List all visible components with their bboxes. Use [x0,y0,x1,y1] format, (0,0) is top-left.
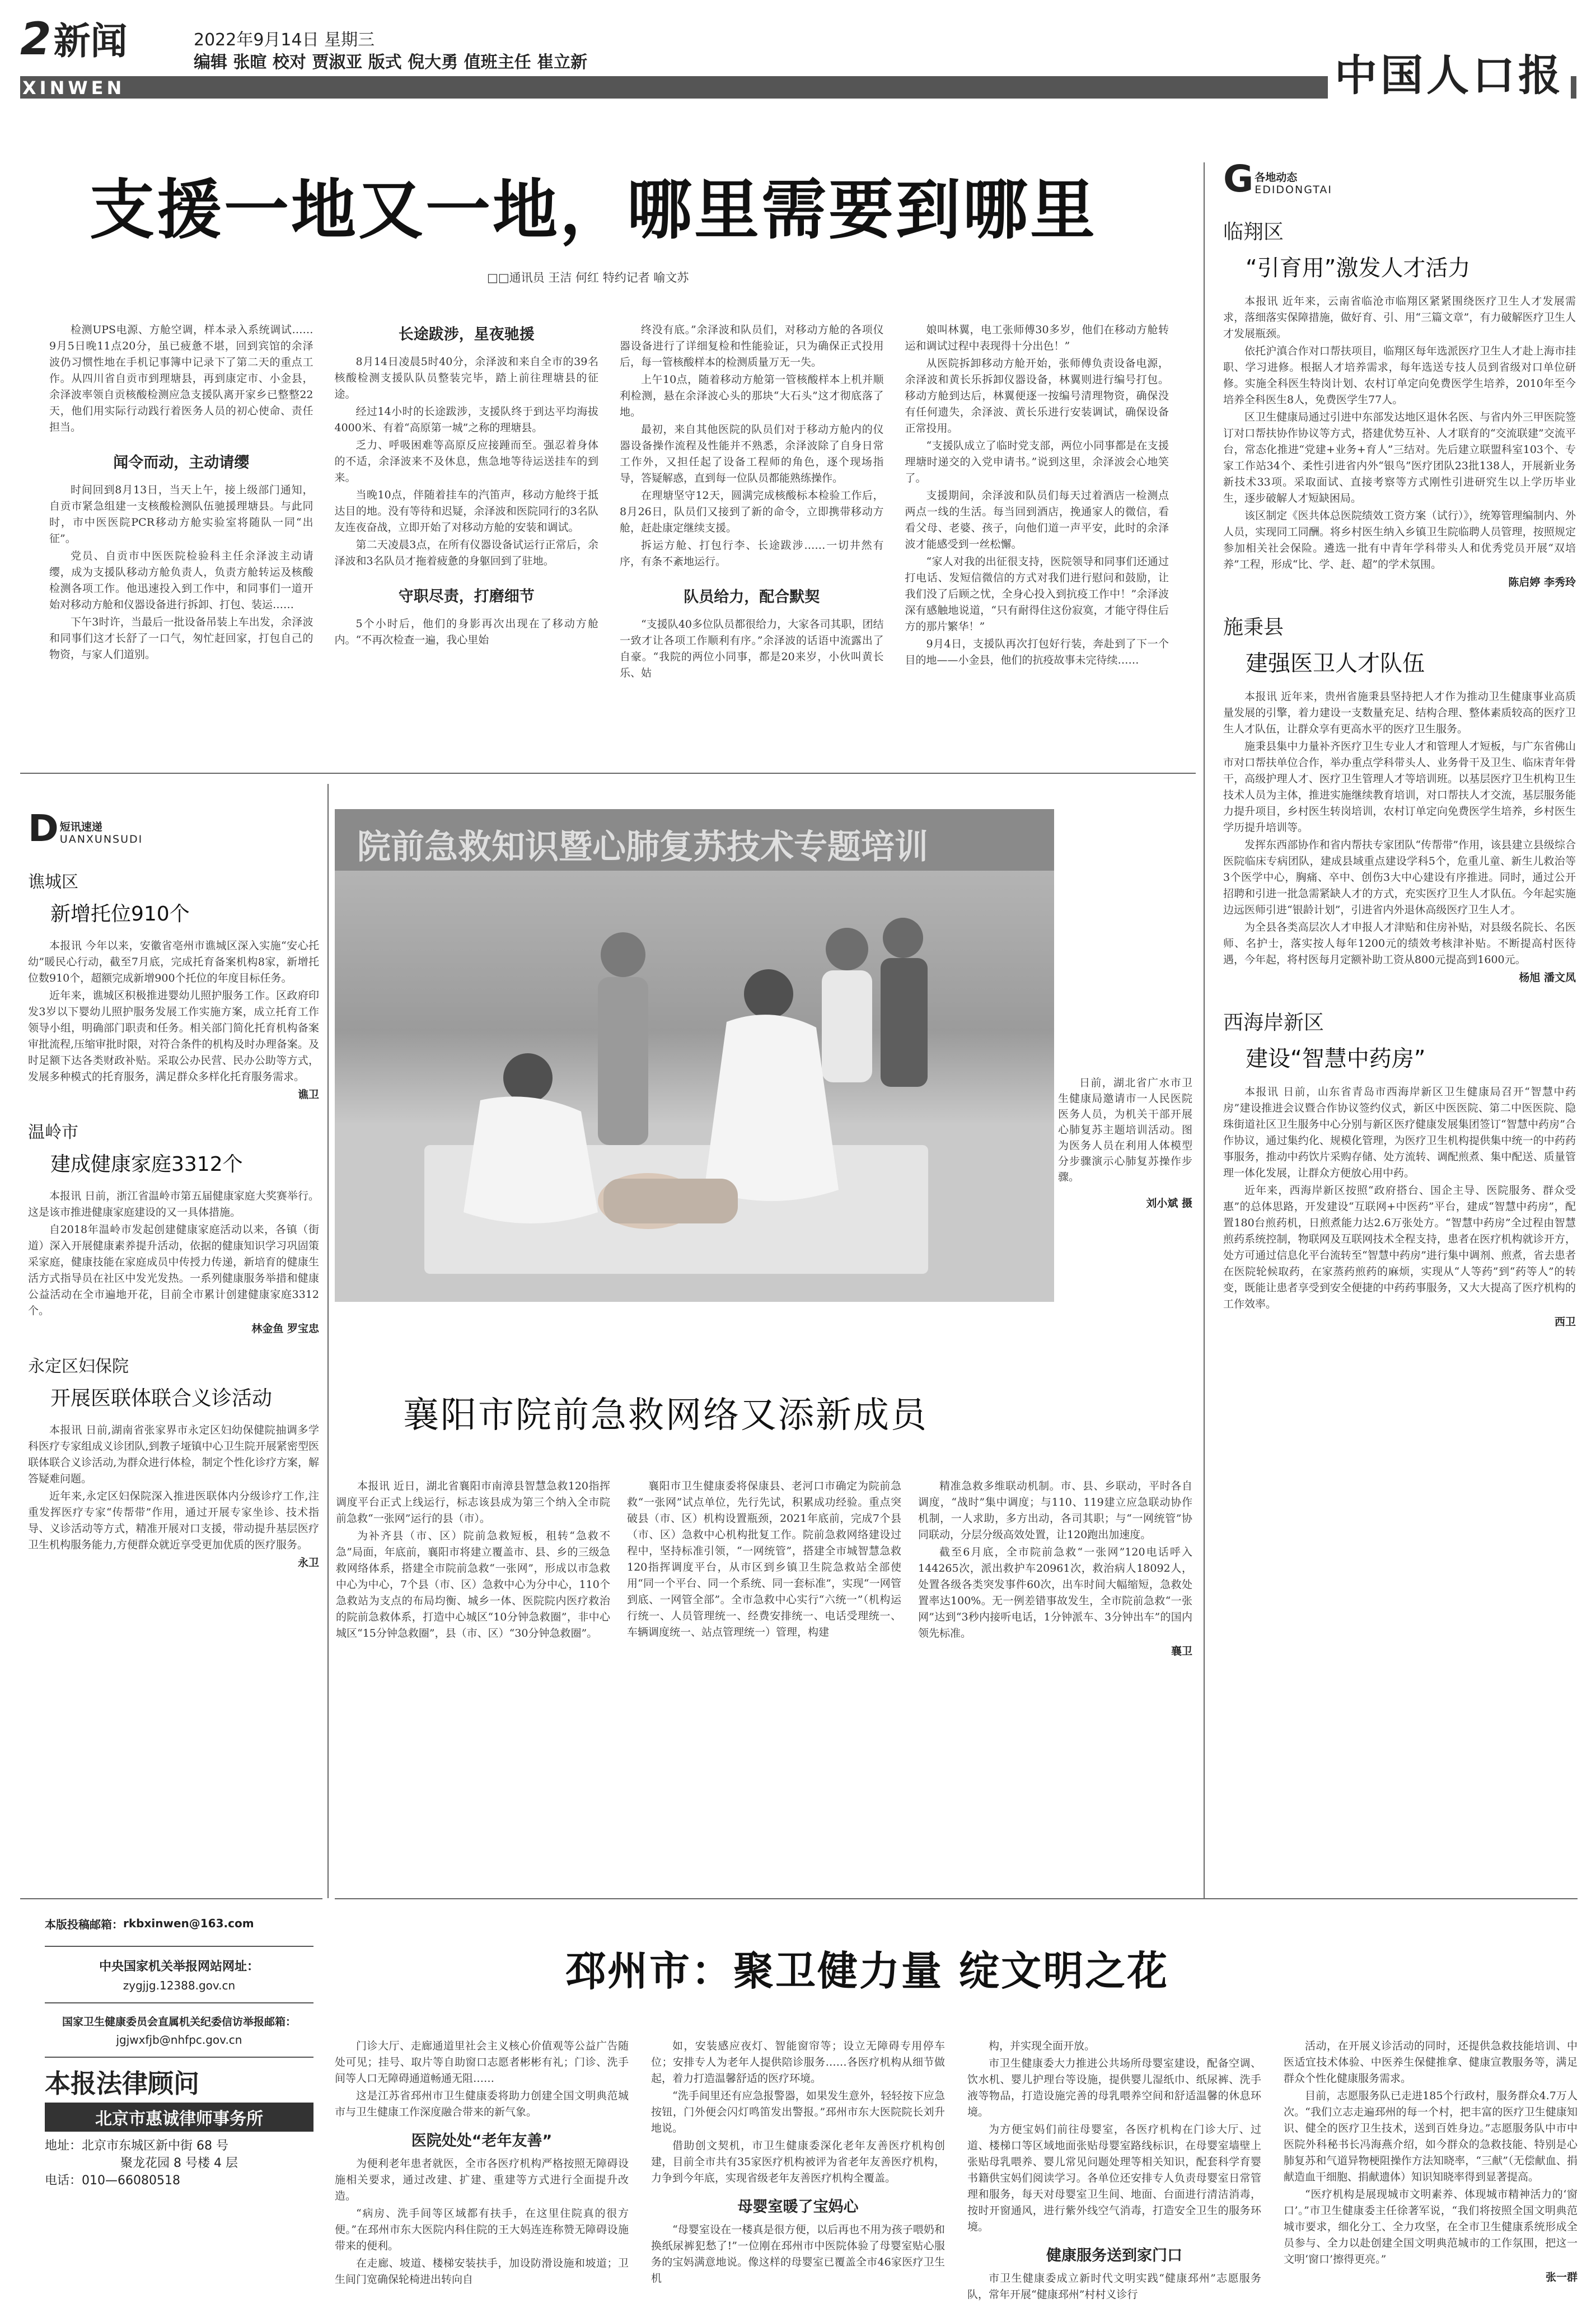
lead-col-2: 长途跋涉，星夜驰援 8月14日凌晨5时40分，余泽波和来自全市的39名核酸检测支援队队员整装完毕，踏上前往理塘县的征途。 经过14小时的长途跋涉，支援队终于到达平均海拔4000米、有着“高原第一城”之称的理塘县。 乏力、呼吸困难等高原反应接踵而至。强忍着身体的不适，余泽波来不及休息，焦急地等待运送挂车的到来。 当晚10点，伴随着挂车的汽笛声，移动方舱终于抵达目的地。没有等待和迟疑，余泽波和医院同行的3名队友连夜奋战，立即开始了对移动方舱的安装和调试。 第二天凌晨3点，在所有仪器设备试运行正常后，余泽波和3名队员才拖着疲惫的身躯回到了驻地。 守职尽责，打磨细节 5个小时后，他们的身影再次出现在了移动方舱内。“不再次检查一遍，我心里始 [334,326,598,646]
page-number: 2 [20,13,52,65]
pizhou-col-3: 构，并实现全面开放。 市卫生健康委大力推进公共场所母婴室建设，配备空调、饮水机、婴儿护理台等设施，提供婴儿湿纸巾、纸尿裤、洗手液等物品，打造设施完善的母乳喂养空间和舒适温馨的休息环境。 为方便宝妈们前往母婴室，各医疗机构在门诊大厅、过道、楼梯口等区域地面张贴母婴室路线标识，在母婴室墙壁上张贴母乳喂养、婴儿常见问题处理等相关知识，配套科学育婴书籍供宝妈们阅读学习。各单位还安排专人负责母婴室日常管理和服务，每天对母婴室卫生间、地面、台面进行清洁消毒，按时开窗通风，进行紫外线空气消毒，打造安全卫生的服务环境。 健康服务送到家门口 市卫生健康委成立新时代文明实践“健康邳州”志愿服务队，常年开展“健康邳州”村村义诊行 [967,2040,1261,2301]
lead-body [49,322,1169,742]
section-en: XINWEN [22,77,125,99]
lead-byline: □□通讯员 王洁 何红 特约记者 喻文苏 [487,271,689,284]
report2-title: 国家卫生健康委员会直属机关纪委信访举报邮箱： [62,2016,296,2028]
brief-item-3: 永定区妇保院 开展医联体联合义诊活动 本报讯 日前,湖南省张家界市永定区妇幼保健院抽调多学科医疗专家组成义诊团队,到教子垭镇中心卫生院开展紧密型医联体联合义诊活动,为群众进行体检，制定个性化诊疗方案，解答疑难问题。 近年来,永定区妇保院深入推进医联体内分级诊疗工作,注重发挥医疗专家“传帮带”作用，通过开展专家坐诊、技术指导、义诊活动等方式，精准开展对口支援，带动提升基层医疗卫生机构服务能力,方便群众就近享受更加优质的医疗服务。 永卫 [28,1357,319,1569]
regional-item-3: 西海岸新区 建设“智慧中药房” 本报讯 日前，山东省青岛市西海岸新区卫生健康局召开“智慧中药房”建设推进会议暨合作协议签约仪式，新区中医医院、第二中医医院、隐珠街道社区卫生服务中心分别与新区医疗健康发展集团签订“智慧中药房”合作协议，通过集约化、规模化管理，为医疗卫生机构提供集中统一的中药药事服务，推动中药饮片采购存储、处方流转、调配煎煮、集中配送、质量管理一体化发展，让群众方便放心用中药。 近年来，西海岸新区按照“政府搭台、国企主导、医院服务、群众受惠”的总体思路，开发建设“互联网+中医药”平台，建成“智慧中药房”，配置180台煎药机，日煎煮能力达2.6万张处方。“智慧中药房”全过程由智慧煎药系统控制，物联网及互联网技术全程支持，患者在医疗机构就诊开方，处方可通过信息化平台流转至“智慧中药房”进行集中调剂、煎煮，省去患者在医院轮候取药，在家蒸药煎药的麻烦，实现从“人等药”到“药等人”的转变，既能让患者享受到安全便捷的中药药事服务，又大大提高了医疗机构的工作效率。 西卫 [1223,1011,1576,1328]
photo-banner-text: 院前急救知识暨心肺复苏技术专题培训 [357,828,928,867]
divider-vertical-right [1204,162,1205,1898]
paper-name: 中国人口报 [1328,41,1571,102]
legal-phone: 电话：010—66080518 [45,2174,180,2188]
briefs-column [28,807,319,1876]
legal-address-1: 地址：北京市东城区新中街 68 号 [45,2139,228,2153]
photo-credit: 刘小斌 摄 [1146,1197,1192,1209]
photo-caption-box [1058,1075,1192,1214]
photo-caption: 日前，湖北省广水市卫生健康局邀请市一人民医院医务人员，为机关干部开展心肺复苏主题培训活动。图为医务人员在利用人体模型分步骤演示心肺复苏操作步骤。 [1058,1077,1192,1183]
briefs-tag: D 短讯速递 UANXUNSUDI [28,807,143,850]
photo-scene [335,809,1054,1302]
xiangyang-col-1: 本报讯 近日，湖北省襄阳市南漳县智慧急救120指挥调度平台正式上线运行，标志该县成为第三个纳入全市院前急救“一张网”运行的县（市）。 为补齐县（市、区）院前急救短板，租转“急救不急”局面，年底前，襄阳市将建立覆盖市、县、乡的三级急救网络体系，搭建全市院前急救“一张网”，形成以市急救中心为中心，7个县（市、区）急救中心为分中心，110个急救站为支点的布局均衡、城乡一体、医院院内医疗救治的院前急救体系，打造中心城区“10分钟急救圈”，非中心城区“15分钟急救圈”，县（市、区）“30分钟急救圈”。 [336,1480,610,1639]
regional-item-1: 临翔区 “引育用”激发人才活力 本报讯 近年来，云南省临沧市临翔区紧紧围绕医疗卫生人才发展需求，落细落实保障措施，做好育、引、用“三篇文章”，有力破解医疗卫生人才发展瓶颈。 依托沪滇合作对口帮扶项目，临翔区每年选派医疗卫生人才赴上海市挂职、学习进修。根据人才培养需求，每年选送专技人员到省级对口单位研修。实施全科医生特岗计划、农村订单定向免费医学生培养，2010年至今培养全科医生8人，免费医学生77人。 区卫生健康局通过引进中东部发达地区退休名医、与省内外三甲医院签订对口帮扶协作协议等方式，搭建优势互补、人才联育的“交流联建”交流平台，常态化推进“党建+业务+育人”三结对。先后建立联盟科室103个、专家工作站34个、柔性引进省内外“银鸟”医疗团队23批138人，开展新业务新技术33项。采取面试、直接考察等方式刚性引进研究生以上学历毕业生，逐步破解人才短缺困局。 该区制定《医共体总医院绩效工资方案（试行）》，统筹管理编制内、外人员，实现同工同酬。将乡村医生纳入乡镇卫生院临聘人员管理，按照规定参加相关社会保险。遴选一批有中青年学科带头人和优秀党员开展“双培养”工程，形成“比、学、赶、超”的学术氛围。 陈启婷 李秀玲 [1223,221,1576,588]
lead-col-4: 娘叫林翼，电工张师傅30多岁，他们在移动方舱转运和调试过程中表现得十分出色！” 从医院拆卸移动方舱开始，张师傅负责设备电源，余泽波和黄长乐拆卸仪器设备，林翼则进行编号打包。移动方舱到达后，林翼便逐一按编号清理物资，确保没有任何遗失，余泽波、黄长乐进行安装调试，确保设备正常投用。 “支援队成立了临时党支部，两位小同事都是在支援理塘时递交的入党申请书。”说到这里，余泽波会心地笑了。 支援期间，余泽波和队员们每天过着酒店一检测点两点一线的生活。每当回到酒店，挽通家人的微信，看看父母、老婆、孩子，向他们道一声平安，此时的余泽波才能感受到一丝松懈。 “家人对我的出征很支持，医院领导和同事们还通过打电话、发短信微信的方式对我们进行慰问和鼓励，让我们没了后顾之忧，全身心投入到抗疫工作中！”余泽波深有感触地说道，“只有耐得住这份寂寞，才能守得住后方的那片繁华！” 9月4日，支援队再次打包好行装，奔赴到了下一个目的地——小金县，他们的抗疫故事未完待续…… [905,324,1169,666]
xiangyang-col-3: 精准急救多维联动机制。市、县、乡联动，平时各自调度，“战时”集中调度；与110、119建立应急联动协作机制，一人求助，多方出动，各司其职；与“一网统管”协同联动，分层分级高效处置，让120跑出加速度。 截至6月底，全市院前急救“一张网”120电话呼入144265次，派出救护车20961次，救治病人18092人，处置各级各类突发事件60次，出车时间大幅缩短，急救处置率达100%。无一例差错事故发生，全市院前急救“一张网”达到“3秒内接听电话，1分钟派车、3分钟出车”的国内领先标准。 襄卫 [918,1480,1192,1657]
masthead [20,13,1576,106]
date-line: 2022年9月14日 星期三 [194,30,375,50]
regional-item-2: 施秉县 建强医卫人才队伍 本报讯 近年来，贵州省施秉县坚持把人才作为推动卫生健康事业高质量发展的引擎，着力建设一支数量充足、结构合理、整体素质较高的医疗卫生人才队伍，让群众享有更高水平的医疗卫生服务。 施秉县集中力量补齐医疗卫生专业人才和管理人才短板，与广东省佛山市对口帮扶单位合作，举办重点学科带头人、业务骨干及卫生、临床青年骨干，高级护理人才、医疗卫生管理人才等培训班。以基层医疗卫生机构卫生技术人员为主体，推进实施继续教育培训，对口帮扶人才交流，基层服务能力提升项目，乡村医生转岗培训，农村订单定向免费医学生培养，乡村医生学历提升培训等。 发挥东西部协作和省内帮扶专家团队“传帮带”作用，该县建立县级综合医院临床专病团队，建成县域重点建设学科5个，危重儿童、新生儿救治等3个医学中心，胸痛、卒中、创伤3大中心建设有序推进。同时，通过公开招聘和引进一批急需紧缺人才的方式，充实医疗卫生人才队伍。今年起实施边远医师引进“银龄计划”，引进省内外退休高级医疗卫生人才。 为全县各类高层次人才申报人才津贴和住房补贴，对县级名院长、名医师、名护士，落实按人每年1200元的绩效考核津补贴。不断提高村医待遇，今年起，将村医每月定额补助工资从800元提高到1600元。 杨旭 潘文凤 [1223,616,1576,984]
email-address[interactable]: rkbxinwen@163.com [123,1917,254,1930]
report2-email[interactable]: jgjwxfjb@nhfpc.gov.cn [116,2033,242,2047]
brief-item-1: 谯城区 新增托位910个 本报讯 今年以来，安徽省亳州市谯城区深入实施“安心托幼”暖民心行动，截至7月底，完成托育备案机构8家，新增托位数910个，超额完成新增900个托位的年度目标任务。 近年来，谯城区积极推进婴幼儿照护服务工作。区政府印发3岁以下婴幼儿照护服务发展工作实施方案，成立托育工作领导小组，明确部门职责和任务。相关部门简化托育机构备案审批流程,压缩审批时限，对符合条件的机构及时办理备案。及时足额下达各类财政补贴。采取公办民营、民办公助等方式，发展多种模式的托育服务，满足群众多样化托育服务需求。 谯卫 [28,872,319,1101]
pizhou-col-4: 活动，在开展义诊活动的同时，还提供急救技能培训、中医适宜技术体验、中医养生保健推拿、健康宣教服务等，满足群众个性化健康服务需求。 目前，志愿服务队已走进185个行政村，服务群众4.7万人次。“我们立志走遍邳州的每一个村，把丰富的医疗卫生健康知识、健全的医疗卫生技术，送到百姓身边。”志愿服务队中市中医院外科秘书长冯海燕介绍，如今群众的急救技能、特别是心肺复苏和气道异物梗阻操作方法知晓率，“三献”（无偿献血、捐献造血干细胞、捐献遗体）知识知晓率得到显著提高。 “医疗机构是展现城市文明素养、体现城市精神活力的‘窗口’。”市卫生健康委主任徐著军说，“我们将按照全国文明典范城市要求，细化分工、全力攻坚，在全市卫生健康系统形成全员参与、全力以赴创建全国文明典范城市的工作氛围，把这一文明‘窗口’擦得更亮。” 张一群 [1284,2040,1578,2283]
lead-col-3: 终没有底。”余泽波和队员们，对移动方舱的各项仪器设备进行了详细复检和性能验证，只为确保正式投用后，每一管核酸样本的检测质量万无一失。 上午10点，随着移动方舱第一管核酸样本上机并顺利检测，悬在余泽波心头的那块“大石头”这才彻底落了地。 最初，来自其他医院的队员们对于移动方舱内的仪器设备操作流程及性能并不熟悉，余泽波除了自身日常工作外，又担任起了设备工程师的角色，逐个现场指导，答疑解惑，直到每一位队员都能熟练操作。 在理塘坚守12天，圆满完成核酸标本检验工作后，8月26日，队员们又接到了新的命令，立即携带移动方舱，赶赴康定继续支援。 拆运方舱、打包行李、长途跋涉……一切井然有序，有条不紊地运行。 队员给力，配合默契 “支援队40多位队员都很给力，大家各司其职，团结一致才让各项工作顺利有序。”余泽波的话语中流露出了自豪。“我院的两位小同事，都是20来岁，小伙叫黄长乐、姑 [620,324,884,679]
pizhou-headline: 邳州市：聚卫健力量 绽文明之花 [565,1947,1169,1994]
lead-headline: 支援一地又一地，哪里需要到哪里 [90,172,1097,248]
xiangyang-headline: 襄阳市院前急救网络又添新成员 [403,1395,928,1436]
legal-box [45,2057,313,2188]
section-name: 新闻 [53,20,128,63]
email-label: 本版投稿邮箱： [45,1917,123,1931]
pizhou-body [335,2038,1578,2301]
report1-url[interactable]: zygjjg.12388.gov.cn [123,1979,236,1992]
xiangyang-body [336,1478,1192,1814]
report1-title: 中央国家机关举报网站网址： [99,1960,259,1974]
pizhou-col-1: 门诊大厅、走廊通道里社会主义核心价值观等公益广告随处可见；挂号、取片等自助窗口志愿者彬彬有礼；门诊、洗手间等人口无障碍通道畅通无阻…… 这是江苏省邳州市卫生健康委将助力创建全国文明典范城市与卫生健康工作深度融合带来的新气象。 医院处处“老年友善” 为便利老年患者就医，全市各医疗机构严格按照无障碍设施相关要求，通过改建、扩建、重建等方式进行全面提升改造。 “病房、洗手间等区域都有扶手，在这里住院真的很方便。”在邳州市东大医院内科住院的王大妈连连称赞无障碍设施带来的便利。 在走廊、坡道、楼梯安装扶手，加设防滑设施和坡道；卫生间门宽确保轮椅进出转向自 [335,2040,629,2286]
divider-pizhou-top [335,1898,1578,1899]
regional-column [1223,157,1576,1898]
regional-tag: G 各地动态 EDIDONGTAI [1223,157,1333,200]
law-firm: 北京市惠诚律师事务所 [45,2103,313,2132]
lead-col-1: 检测UPS电源、方舱空调，样本录入系统调试……9月5日晚11点20分，虽已疲惫不堪，回到宾馆的余泽波仍习惯性地在手机记事簿中记录下了第二天的重点工作。从四川省自贡市到理塘县，再到康定市、小金县，余泽波率领自贡核酸检测应急支援队离开家乡已整整22天，他们用实际行动践行着医务人员的初心使命、责任担当。 闻令而动，主动请缨 时间回到8月13日，当天上午，接上级部门通知，自贡市紧急组建一支核酸检测队伍驰援理塘县。与此同时，市中医医院PCR移动方舱实验室将随队一同“出征”。 党员、自贡市中医医院检验科主任余泽波主动请缨，成为支援队移动方舱负责人，负责方舱转运及核酸检测各项工作。他迅速投入到工作中，和同事们一道开始对移动方舱和仪器设备进行拆卸、打包、装运…… 下午3时许，当最后一批设备吊装上车出发，余泽波和同事们这才长舒了一口气，匆忙赶回家，打包自己的物资，与家人们道别。 [49,324,313,661]
editors-line: 编辑 张暄 校对 贾淑亚 版式 倪大勇 值班主任 崔立新 [194,53,588,72]
divider-footer-left [20,1898,322,1899]
divider-lead-bottom [20,773,1196,774]
pizhou-col-2: 如，安装感应夜灯、智能窗帘等；设立无障碍专用停车位；安排专人为老年人提供陪诊服务……各医疗机构从细节做起，着力打造温馨舒适的医疗环境。 “洗手间里还有应急报警器，如果发生意外，轻轻按下应急按钮，门外便会闪灯鸣笛发出警报。”邳州市东大医院院长刘升地说。 借助创文契机，市卫生健康委深化老年友善医疗机构创建，目前全市共有35家医疗机构被评为省老年友善医疗机构，力争到今年底，实现省级老年友善医疗机构全覆盖。 母婴室暖了宝妈心 “母婴室设在一楼真是很方便，以后再也不用为孩子喂奶和换纸尿裤犯愁了!”一位刚在邳州市中医院体验了母婴室贴心服务的宝妈满意地说。像这样的母婴室已覆盖全市46家医疗卫生机 [651,2040,945,2285]
news-photo [335,809,1054,1302]
xiangyang-col-2: 襄阳市卫生健康委将保康县、老河口市确定为院前急救“一张网”试点单位，先行先试，积累成功经验。重点突破县（市、区）机构设置瓶颈，2021年底前，完成7个县（市、区）急救中心机构批复工作。院前急救网络建设过程中，坚持标准引领，“一网统管”，搭建全市城智慧急救120指挥调度平台，从市区到乡镇卫生院急救站全部使用“同一个平台、同一个系统、同一套标准”，实现“一网管到底、一网管全部”。全市急救中心实行“六统一”（机构运行统一、人员管理统一、经费安排统一、电话受理统一、车辆调度统一、站点管理统一）管理，构建 [627,1480,901,1638]
brief-item-2: 温岭市 建成健康家庭3312个 本报讯 日前，浙江省温岭市第五届健康家庭大奖赛举行。这是该市推进健康家庭建设的又一具体措施。 自2018年温岭市发起创建健康家庭活动以来，各镇（街道）深入开展健康素养提升活动，依据的健康知识学习巩固策采家庭，健康技能在家庭成员中传授力传递，新培育的健康生活方式指导员在社区中发光发热。一系列健康服务举措和健康公益活动在全市遍地开花，目前全市累计创建健康家庭3312个。 林金鱼 罗宝忠 [28,1123,319,1335]
legal-address-2: 聚龙花园 8 号楼 4 层 [120,2156,238,2170]
divider-briefs [327,784,329,1898]
legal-title: 本报法律顾问 [45,2068,199,2099]
footer-info [45,1901,313,2188]
